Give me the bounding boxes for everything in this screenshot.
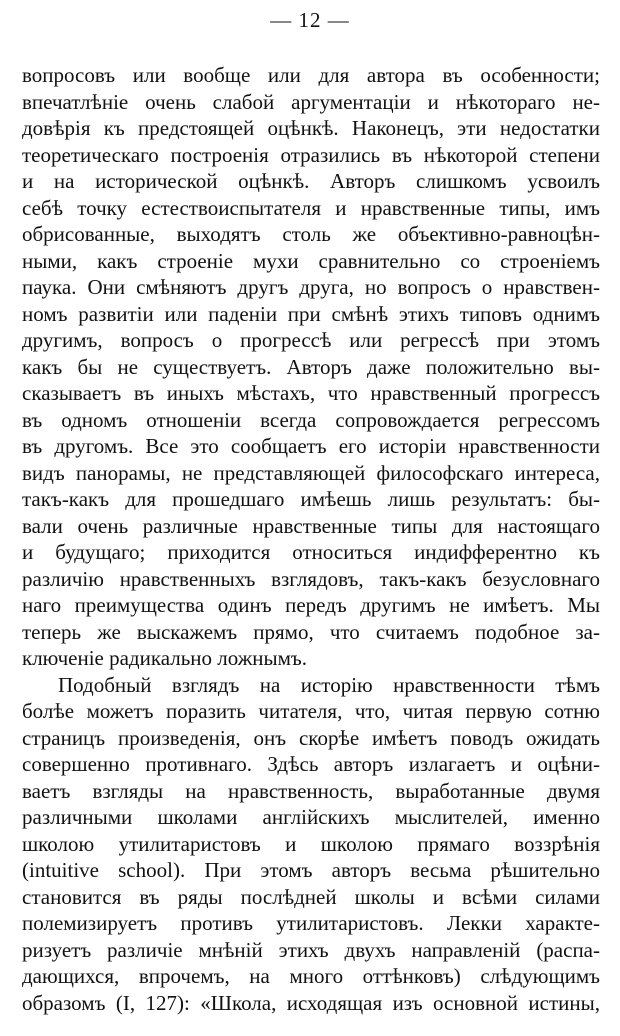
text-line: теоретическаго построенія отразились въ нѣкоторой степени bbox=[22, 142, 600, 167]
text-line: ными, какъ строеніе мухи сравнительно со строеніемъ bbox=[22, 248, 600, 273]
paragraph-start-line: Подобный взглядъ на исторію нравственности тѣмъ bbox=[58, 672, 600, 697]
text-line: сказываетъ въ иныхъ мѣстахъ, что нравственный прогрессъ bbox=[22, 381, 600, 405]
text-line: болѣе можетъ поразить читателя, что, читая первую сотню bbox=[22, 699, 600, 723]
text-line: обрисованные, выходятъ столь же объективно-равноцѣн- bbox=[22, 222, 600, 246]
text-line: себѣ точку естествоиспытателя и нравственные типы, имъ bbox=[22, 195, 600, 220]
text-line: такъ-какъ для прошедшаго имѣешь лишь результатъ: бы- bbox=[22, 487, 600, 511]
text-line: ризуетъ различіе мнѣній этихъ двухъ направленій (распа- bbox=[22, 937, 600, 962]
text-line: школою утилитаристовъ и школою прямаго воззрѣнія bbox=[22, 831, 600, 856]
text-line: теперь же выскажемъ прямо, что считаемъ подобное за- bbox=[22, 619, 600, 644]
text-line: образомъ (I, 127): «Школа, исходящая изъ основной истины, bbox=[22, 990, 600, 1015]
text-line: въ другомъ. Все это сообщаетъ его исторіи нравственности bbox=[22, 434, 600, 458]
text-line: видъ панорамы, не представляющей философскаго интереса, bbox=[22, 460, 600, 485]
body-text bbox=[22, 62, 600, 1016]
text-line: совершенно противнаго. Здѣсь авторъ излагаетъ и оцѣни- bbox=[22, 752, 600, 776]
text-line: паука. Они смѣняютъ другъ друга, но вопросъ о нравствен- bbox=[22, 275, 600, 299]
text-line: какъ бы не существуетъ. Авторъ даже положительно вы- bbox=[22, 354, 600, 379]
text-line: ваетъ взгляды на нравственность, выработанные двумя bbox=[22, 778, 600, 803]
text-line: полемизируетъ противъ утилитаристовъ. Лекки характе- bbox=[22, 911, 600, 935]
text-line: другимъ, вопросъ о прогрессѣ или регрессѣ при этомъ bbox=[22, 328, 600, 352]
text-line: страницъ произведенія, онъ скорѣе имѣетъ поводъ ожидать bbox=[22, 725, 600, 750]
text-line: различію нравственныхъ взглядовъ, такъ-какъ безусловнаго bbox=[22, 566, 600, 591]
text-line: дающихся, впрочемъ, на много оттѣнковъ) слѣдующимъ bbox=[22, 964, 600, 988]
text-line: вали очень различные нравственные типы для настоящаго bbox=[22, 513, 600, 538]
text-line: и будущаго; приходится относиться индифферентно къ bbox=[22, 540, 600, 564]
text-line: наго преимущества одинъ передъ другимъ не имѣетъ. Мы bbox=[22, 593, 600, 617]
text-line: вопросовъ или вообще или для автора въ особенности; bbox=[22, 63, 600, 87]
text-line: и на исторической оцѣнкѣ. Авторъ слишкомъ усвоилъ bbox=[22, 169, 600, 193]
text-line: впечатлѣніе очень слабой аргументаціи и нѣкотораго не- bbox=[22, 89, 600, 114]
text-line: различными школами англійскихъ мыслителей, именно bbox=[22, 805, 600, 829]
text-line: номъ развитіи или паденіи при смѣнѣ этихъ типовъ однимъ bbox=[22, 301, 600, 326]
text-line: въ одномъ отношеніи всегда сопровождается регрессомъ bbox=[22, 407, 600, 432]
text-line: (intuitive school). При этомъ авторъ весьма рѣшительно bbox=[22, 858, 600, 882]
text-line: становится въ ряды послѣдней школы и всѣми силами bbox=[22, 884, 600, 909]
text-line: ключеніе радикально ложнымъ. bbox=[22, 646, 307, 670]
page-number: — 12 — bbox=[270, 8, 350, 32]
text-line: довѣрія къ предстоящей оцѣнкѣ. Наконецъ, эти недостатки bbox=[22, 116, 600, 140]
